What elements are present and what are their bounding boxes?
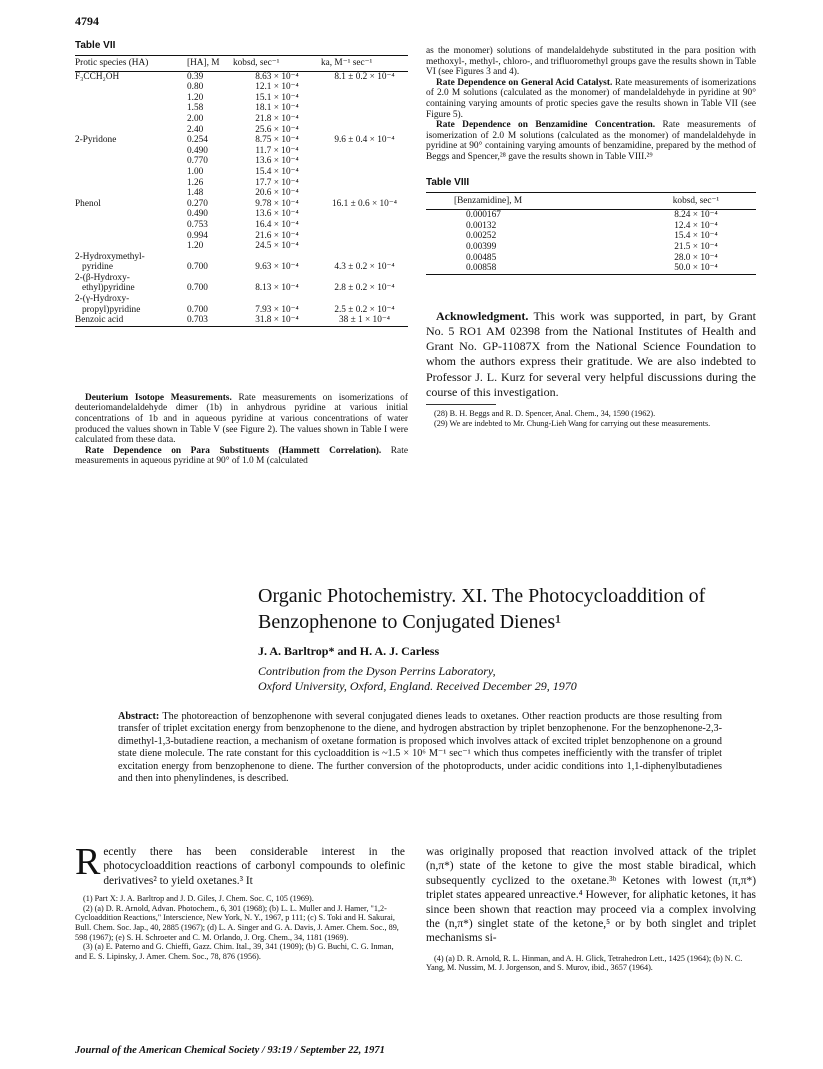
- table8-row: [426, 231, 756, 242]
- table7-row: [75, 167, 408, 178]
- table7-row: [75, 231, 408, 242]
- table7-cell: [321, 241, 408, 252]
- reference-item: (3) (a) E. Paterno and G. Chieffi, Gazz. Chim. Ital., 39, 341 (1909); (b) G. Buchi, C. G. Inman, and E. S. Lipinsky, J. Amer. Chem. Soc., 78, 876 (1956).: [75, 942, 394, 961]
- table7-row: [75, 178, 408, 189]
- table7-cell: 18.1 × 10⁻⁴: [255, 103, 299, 114]
- table7-cell: 2-(β-Hydroxy-: [75, 272, 130, 283]
- table7-cell: 2-Pyridone: [75, 135, 117, 146]
- table7-cell: [321, 93, 408, 104]
- table7-cell: 8.1 ± 0.2 × 10⁻⁴: [334, 71, 395, 82]
- table7-cell: 4.3 ± 0.2 × 10⁻⁴: [334, 262, 395, 273]
- table7-cell: 38 ± 1 × 10⁻⁴: [338, 315, 391, 326]
- table8-title: Table VIII: [426, 176, 470, 188]
- table7-cell: 8.63 × 10⁻⁴: [255, 71, 299, 82]
- table7-cell: 0.39: [187, 71, 204, 82]
- table7-cell: 2-(γ-Hydroxy-: [75, 294, 130, 305]
- table7-cell: 0.770: [187, 156, 208, 167]
- table7-cell: 17.7 × 10⁻⁴: [255, 177, 299, 188]
- table7-cell: 0.490: [187, 145, 208, 156]
- table7-cell: [321, 188, 408, 199]
- table7-cell: [233, 273, 321, 284]
- article-title: Organic Photochemistry. XI. The Photocycloaddition of Benzophenone to Conjugated Dienes¹: [258, 585, 706, 633]
- table7-cell: 0.254: [187, 135, 208, 146]
- table7-cell: 9.63 × 10⁻⁴: [255, 262, 299, 273]
- body-right-column: [426, 845, 756, 973]
- table7-cell: 31.8 × 10⁻⁴: [255, 315, 299, 326]
- table7-cell: 1.26: [187, 177, 204, 188]
- table7-cell: 0.80: [187, 82, 204, 93]
- intro-paragraph: Recently there has been considerable interest in the photocycloaddition reactions of carbonyl compounds to olefinic derivatives² to yield oxetanes.³ It: [75, 841, 405, 887]
- table7-row: [75, 71, 408, 82]
- table7-cell: 1.20: [187, 92, 204, 103]
- table7-cell: [321, 82, 408, 93]
- references-right: [426, 954, 756, 973]
- table7-row: [75, 156, 408, 167]
- table7-cell: 15.4 × 10⁻⁴: [255, 166, 299, 177]
- acknowledgment: Acknowledgment. This work was supported, in part, by Grant No. 5 RO1 AM 02398 from the National Institutes of Health and Grant No. GP-11087X from the National Science Foundation to whom the authors express their gratitude. We are also indebted to Professor J. L. Kurz for several very helpful discussions during the course of this investigation.: [426, 308, 756, 399]
- table7-cell: 24.5 × 10⁻⁴: [255, 241, 299, 252]
- deuterium-paragraph: Deuterium Isotope Measurements. Rate measurements on isomerizations of deuteriomandelaldehyde dimer (1b) in anhydrous pyridine at various initial concentrations of 1b and in aqueous pyridine at various concentrations of water produced the values shown in Table V (see Figure 2). The values shown in Table I were calculated from these data.: [75, 392, 408, 446]
- table7-cell: [75, 241, 187, 252]
- table7-cell: 25.6 × 10⁻⁴: [255, 124, 299, 135]
- table7-cell: 2-Hydroxymethyl-: [75, 251, 145, 262]
- table7-row: [75, 125, 408, 136]
- table7-cell: [321, 273, 408, 284]
- acid-catalyst-paragraph: Rate Dependence on General Acid Catalyst. Rate measurements of isomerizations of 2.0 M solutions (calculated as the monomer) of mandelaldehyde in pyridine at 90° containing varying amounts of protic species gave the results shown in Table VII (see Figure 5).: [426, 77, 757, 120]
- table7-cell: [233, 294, 321, 305]
- table7-cell: 1.20: [187, 241, 204, 252]
- table8-cell: 0.000167: [466, 210, 501, 221]
- reference-item: (2) (a) D. R. Arnold, Advan. Photochem., 6, 301 (1968); (b) L. L. Muller and J. Hamer, "1,2-Cycloaddition Reactions," Interscience, New York, N. Y., 1967, p 111; (c) S. Toki and H. Sakurai, Bull. Chem. Soc. Jap., 40, 2885 (1967); (d) L. A. Singer and G. A. Davis, J. Amer. Chem. Soc., 89, 598 (1967); (e) S. H. Schroeter and C. M. Orlando, J. Org. Chem., 34, 1181 (1969).: [75, 903, 399, 942]
- table7-cell: [321, 125, 408, 136]
- table8-cell: 15.4 × 10⁻⁴: [674, 231, 718, 242]
- table8-row: [426, 210, 756, 221]
- table7-header: ka, M⁻¹ sec⁻¹: [321, 58, 373, 68]
- table8-cell: 21.5 × 10⁻⁴: [674, 241, 718, 252]
- reference-item: (28) B. H. Beggs and R. D. Spencer, Anal. Chem., 34, 1590 (1962).: [434, 408, 656, 418]
- table7-cell: ethyl)pyridine: [75, 283, 135, 294]
- table7-row: [75, 252, 408, 263]
- table8-row: [426, 263, 756, 274]
- page-number: 4794: [75, 14, 99, 28]
- table7-cell: 2.40: [187, 124, 204, 135]
- table7-cell: [321, 209, 408, 220]
- table7-cell: [75, 103, 187, 114]
- table8-row: [426, 242, 756, 253]
- table8-cell: 0.00858: [466, 263, 497, 274]
- article-affiliation: Contribution from the Dyson Perrins Laboratory, Oxford University, Oxford, England. Received December 29, 1970: [258, 664, 577, 693]
- table7-cell: [321, 103, 408, 114]
- table7-cell: [75, 156, 187, 167]
- table7-row: [75, 262, 408, 273]
- table7-cell: [321, 220, 408, 231]
- table7-header-row: [75, 56, 408, 72]
- table7-cell: pyridine: [75, 262, 113, 273]
- table7-cell: 2.5 ± 0.2 × 10⁻⁴: [334, 304, 395, 315]
- table7-cell: 15.1 × 10⁻⁴: [255, 92, 299, 103]
- table7-cell: [321, 167, 408, 178]
- table7-header: [HA], M: [187, 58, 220, 68]
- table7-cell: [75, 82, 187, 93]
- table7-cell: 9.78 × 10⁻⁴: [255, 198, 299, 209]
- table7-cell: [75, 93, 187, 104]
- table7-cell: 1.00: [187, 166, 204, 177]
- references-left: [75, 894, 405, 961]
- table7-cell: [75, 146, 187, 157]
- table7-cell: 1.58: [187, 103, 204, 114]
- journal-footer: Journal of the American Chemical Society / 93:19 / September 22, 1971: [75, 1045, 385, 1056]
- table7-cell: [187, 273, 233, 284]
- table7-row: [75, 305, 408, 316]
- table7-cell: 0.700: [187, 304, 208, 315]
- table7-cell: [321, 294, 408, 305]
- table7-cell: 0.700: [187, 283, 208, 294]
- reference-item: (4) (a) D. R. Arnold, R. L. Hinman, and A. H. Glick, Tetrahedron Lett., 1425 (1964); (b) N. C. Yang, M. Nussim, M. J. Jorgenson, and S. Murov, ibid., 3657 (1964).: [426, 953, 743, 973]
- article-authors: J. A. Barltrop* and H. A. J. Carless: [258, 644, 440, 658]
- table7-cell: 21.8 × 10⁻⁴: [255, 113, 299, 124]
- reference-item: (29) We are indebted to Mr. Chung-Lieh Wang for carrying out these measurements.: [434, 418, 711, 428]
- table7-cell: [75, 209, 187, 220]
- table7-row: [75, 294, 408, 305]
- left-upper-column: [75, 40, 408, 467]
- table8-cell: 0.00485: [466, 252, 497, 263]
- table7-cell: Phenol: [75, 198, 101, 209]
- table7-cell: [321, 178, 408, 189]
- table7-cell: [75, 220, 187, 231]
- table7-row: [75, 188, 408, 199]
- table7-row: [75, 209, 408, 220]
- table7-cell: 12.1 × 10⁻⁴: [255, 82, 299, 93]
- table7-cell: 13.6 × 10⁻⁴: [255, 209, 299, 220]
- table7-cell: [321, 231, 408, 242]
- table7-cell: F₃CCH₂OH: [75, 71, 120, 82]
- table7-cell: [321, 114, 408, 125]
- table7-cell: 8.13 × 10⁻⁴: [255, 283, 299, 294]
- table8-body: [426, 210, 756, 275]
- table7-cell: 2.8 ± 0.2 × 10⁻⁴: [334, 283, 395, 294]
- para-continuation: as the monomer) solutions of mandelaldehyde substituted in the para position with methoxyl-, methyl-, chloro-, and trifluoromethyl groups gave the results shown in Table VI (see Figures 3 and 4).: [426, 46, 756, 78]
- table7-row: [75, 220, 408, 231]
- table7-cell: [187, 252, 233, 263]
- table7-cell: 7.93 × 10⁻⁴: [255, 304, 299, 315]
- references-top: [426, 409, 756, 428]
- table7-title: Table VII: [75, 40, 116, 51]
- reference-item: (1) Part X: J. A. Barltrop and J. D. Giles, J. Chem. Soc. C, 105 (1969).: [83, 894, 314, 904]
- table7-cell: propyl)pyridine: [75, 304, 141, 315]
- table7-cell: 8.75 × 10⁻⁴: [255, 135, 299, 146]
- table7-row: [75, 93, 408, 104]
- table7-row: [75, 283, 408, 294]
- table7-cell: [75, 178, 187, 189]
- table7-cell: 2.00: [187, 113, 204, 124]
- table8-header: [Benzamidine], M: [454, 195, 523, 206]
- table7-row: [75, 135, 408, 146]
- table8-cell: 12.4 × 10⁻⁴: [674, 220, 718, 231]
- table7-header: kobsd, sec⁻¹: [233, 58, 280, 68]
- table7-cell: 0.490: [187, 209, 208, 220]
- table7-row: [75, 273, 408, 284]
- table7-cell: 0.753: [187, 219, 208, 230]
- table7-cell: 16.4 × 10⁻⁴: [255, 219, 299, 230]
- table8-cell: 0.00399: [466, 241, 497, 252]
- table7-cell: Benzoic acid: [75, 315, 124, 326]
- hammett-paragraph: Rate Dependence on Para Substituents (Hammett Correlation). Rate measurements in aqueous pyridine at 90° of 1.0 M (calculated: [75, 445, 408, 467]
- drop-cap: R: [75, 841, 101, 883]
- table7-cell: [321, 146, 408, 157]
- table7-cell: 20.6 × 10⁻⁴: [255, 188, 299, 199]
- right-upper-column: [426, 46, 756, 428]
- table8-cell: 28.0 × 10⁻⁴: [674, 252, 718, 263]
- benzamidine-paragraph: Rate Dependence on Benzamidine Concentration. Rate measurements of isomerization of 2.0 M solutions (calculated as the monomer) of mandelaldehyde in pyridine at 90° containing varying amounts of benzamidine, prepared by the method of Beggs and Spencer,²⁸ gave the results shown in Table VIII.²⁹: [426, 120, 756, 162]
- table8-cell: 8.24 × 10⁻⁴: [674, 210, 718, 221]
- table7-cell: 21.6 × 10⁻⁴: [255, 230, 299, 241]
- table7-cell: [187, 294, 233, 305]
- table7-row: [75, 114, 408, 125]
- table8-row: [426, 253, 756, 264]
- table8-header: kobsd, sec⁻¹: [672, 195, 720, 206]
- table7-header: Protic species (HA): [75, 58, 149, 68]
- table7-row: [75, 146, 408, 157]
- table7-cell: [75, 125, 187, 136]
- table7-cell: [75, 114, 187, 125]
- table7-cell: [75, 167, 187, 178]
- table7-row: [75, 241, 408, 252]
- table8-row: [426, 221, 756, 232]
- table7-row: [75, 315, 408, 326]
- table7-body: [75, 71, 408, 326]
- table7-cell: 0.700: [187, 262, 208, 273]
- table7-cell: 0.994: [187, 230, 208, 241]
- table8-cell: 0.00132: [466, 220, 497, 231]
- table8: [426, 192, 756, 275]
- table7-cell: [321, 156, 408, 167]
- table7-cell: 13.6 × 10⁻⁴: [255, 156, 299, 167]
- table7-row: [75, 82, 408, 93]
- table7-cell: 11.7 × 10⁻⁴: [255, 145, 299, 156]
- table7-cell: 9.6 ± 0.4 × 10⁻⁴: [334, 135, 395, 146]
- table7-row: [75, 103, 408, 114]
- table8-cell: 50.0 × 10⁻⁴: [674, 263, 718, 274]
- table7: [75, 55, 408, 327]
- table7-cell: 16.1 ± 0.6 × 10⁻⁴: [332, 198, 397, 209]
- table7-cell: 0.703: [187, 315, 208, 326]
- table8-header-row: [426, 192, 756, 210]
- body-left-column: [75, 841, 405, 961]
- table7-cell: [75, 188, 187, 199]
- table8-cell: 0.00252: [466, 231, 497, 242]
- table7-cell: 0.270: [187, 198, 208, 209]
- abstract: Abstract: The photoreaction of benzophenone with several conjugated dienes leads to oxetanes. Other reaction products are those resulting from transfer of triplet excitation energy from benzophenone to the diene, and hydrogen abstraction by triplet benzophenone. For the benzophenone-2,3-dimethyl-1,3-butadiene reaction, a mechanism of oxetane formation is proposed which involves attack of excited triplet benzophenone on a ground state diene molecule. The rate constant for this cycloaddition is ~1.5 × 10⁶ M⁻¹ sec⁻¹ which thus competes inefficiently with the transfer of triplet excitation energy from benzophenone to diene. The further conversion of the photoproducts, under acidic conditions into 1,1-diphenylbutadienes and then into phenylindenes, is described.: [118, 711, 722, 785]
- table7-row: [75, 199, 408, 210]
- table7-cell: 1.48: [187, 188, 204, 199]
- table7-cell: [321, 252, 408, 263]
- table7-cell: [75, 231, 187, 242]
- table7-cell: [233, 252, 321, 263]
- body-paragraph: was originally proposed that reaction involved attack of the triplet (n,π*) state of the ketone to give the most stable biradical, which subsequently cyclized to the oxetane.³ᵇ Ketones with lowest (π,π*) triplet states appeared unreactive.⁴ However, for aliphatic ketones, it has since been shown that reaction may proceed via a complex involving the (n,π*) singlet state of the ketone,⁵ or by both singlet and triplet mechanisms si-: [426, 846, 756, 945]
- footnote-divider: [426, 404, 496, 405]
